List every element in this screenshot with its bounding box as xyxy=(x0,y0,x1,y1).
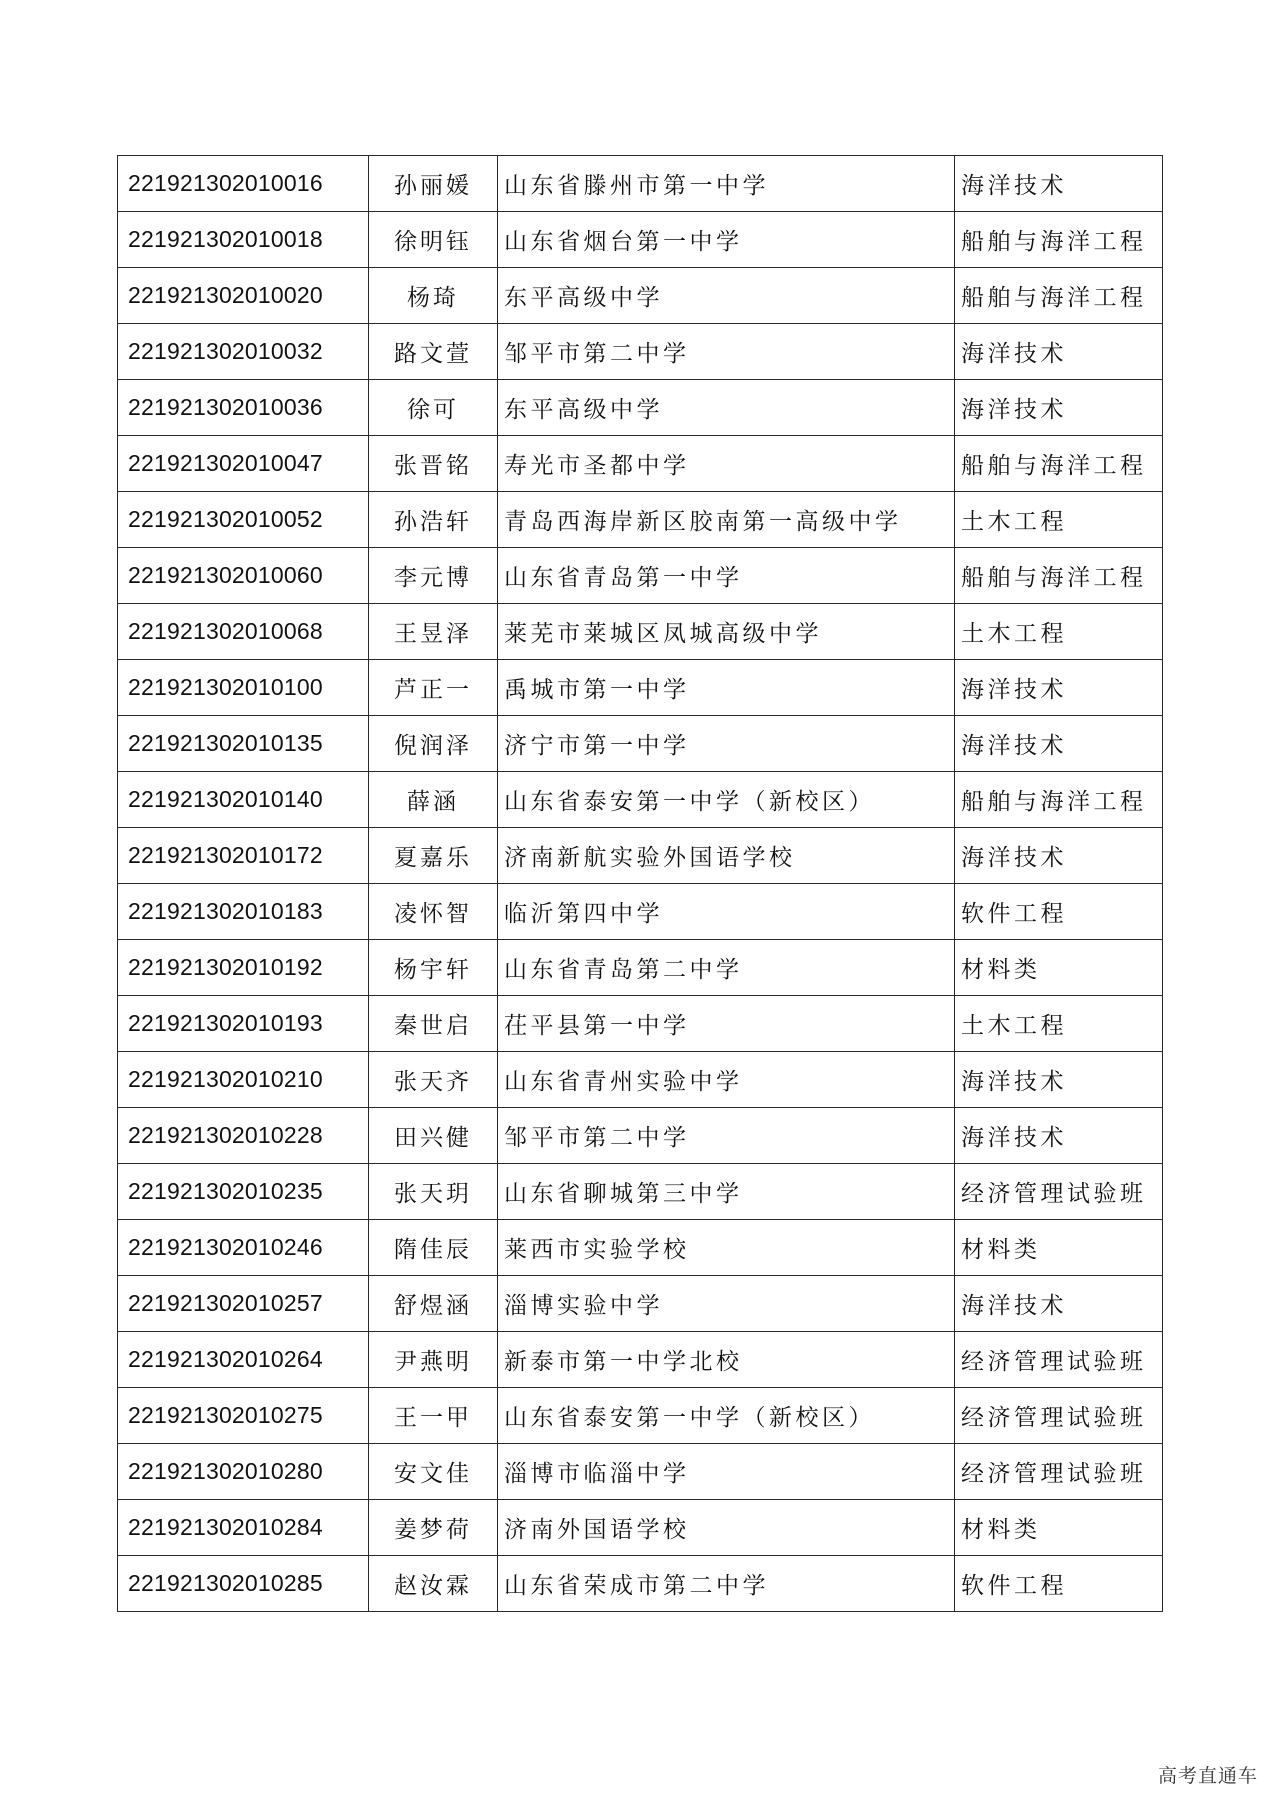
student-id-cell: 221921302010140 xyxy=(118,772,369,828)
school-cell: 山东省烟台第一中学 xyxy=(498,212,955,268)
school-cell: 邹平市第二中学 xyxy=(498,324,955,380)
student-name-cell: 张天齐 xyxy=(369,1052,498,1108)
school-cell: 莱西市实验学校 xyxy=(498,1220,955,1276)
student-id-cell: 221921302010060 xyxy=(118,548,369,604)
student-name-cell: 王一甲 xyxy=(369,1388,498,1444)
table-row xyxy=(118,1500,1163,1556)
major-cell: 软件工程 xyxy=(955,884,1163,940)
student-id-cell: 221921302010047 xyxy=(118,436,369,492)
student-id-cell: 221921302010192 xyxy=(118,940,369,996)
school-cell: 寿光市圣都中学 xyxy=(498,436,955,492)
table-row xyxy=(118,492,1163,548)
table-row xyxy=(118,436,1163,492)
student-id-cell: 221921302010284 xyxy=(118,1500,369,1556)
table-row xyxy=(118,1220,1163,1276)
table-row xyxy=(118,1556,1163,1612)
student-name-cell: 孙丽媛 xyxy=(369,156,498,212)
student-id-cell: 221921302010235 xyxy=(118,1164,369,1220)
school-cell: 莱芜市莱城区凤城高级中学 xyxy=(498,604,955,660)
roster-body xyxy=(118,156,1163,1612)
major-cell: 船舶与海洋工程 xyxy=(955,212,1163,268)
school-cell: 山东省青岛第二中学 xyxy=(498,940,955,996)
major-cell: 经济管理试验班 xyxy=(955,1332,1163,1388)
table-row xyxy=(118,1108,1163,1164)
major-cell: 经济管理试验班 xyxy=(955,1388,1163,1444)
student-name-cell: 凌怀智 xyxy=(369,884,498,940)
student-id-cell: 221921302010068 xyxy=(118,604,369,660)
student-name-cell: 姜梦荷 xyxy=(369,1500,498,1556)
student-id-cell: 221921302010193 xyxy=(118,996,369,1052)
student-name-cell: 张晋铭 xyxy=(369,436,498,492)
school-cell: 茌平县第一中学 xyxy=(498,996,955,1052)
student-id-cell: 221921302010032 xyxy=(118,324,369,380)
student-id-cell: 221921302010172 xyxy=(118,828,369,884)
watermark-text: 高考直通车 xyxy=(1157,1765,1258,1787)
student-name-cell: 杨宇轩 xyxy=(369,940,498,996)
major-cell: 材料类 xyxy=(955,1500,1163,1556)
table-row xyxy=(118,772,1163,828)
student-id-cell: 221921302010018 xyxy=(118,212,369,268)
major-cell: 海洋技术 xyxy=(955,1052,1163,1108)
table-row xyxy=(118,660,1163,716)
student-name-cell: 张天玥 xyxy=(369,1164,498,1220)
table-row xyxy=(118,1164,1163,1220)
student-name-cell: 倪润泽 xyxy=(369,716,498,772)
student-id-cell: 221921302010016 xyxy=(118,156,369,212)
table-row xyxy=(118,548,1163,604)
major-cell: 材料类 xyxy=(955,940,1163,996)
student-id-cell: 221921302010275 xyxy=(118,1388,369,1444)
table-row xyxy=(118,940,1163,996)
student-id-cell: 221921302010246 xyxy=(118,1220,369,1276)
major-cell: 海洋技术 xyxy=(955,156,1163,212)
table-row xyxy=(118,1444,1163,1500)
student-id-cell: 221921302010135 xyxy=(118,716,369,772)
major-cell: 海洋技术 xyxy=(955,828,1163,884)
major-cell: 软件工程 xyxy=(955,1556,1163,1612)
admission-roster-table xyxy=(117,155,1163,1612)
table-row xyxy=(118,1388,1163,1444)
school-cell: 东平高级中学 xyxy=(498,268,955,324)
student-name-cell: 赵汝霖 xyxy=(369,1556,498,1612)
school-cell: 邹平市第二中学 xyxy=(498,1108,955,1164)
student-name-cell: 秦世启 xyxy=(369,996,498,1052)
student-name-cell: 夏嘉乐 xyxy=(369,828,498,884)
major-cell: 经济管理试验班 xyxy=(955,1444,1163,1500)
major-cell: 土木工程 xyxy=(955,996,1163,1052)
major-cell: 船舶与海洋工程 xyxy=(955,548,1163,604)
student-name-cell: 徐明钰 xyxy=(369,212,498,268)
student-id-cell: 221921302010280 xyxy=(118,1444,369,1500)
school-cell: 济南外国语学校 xyxy=(498,1500,955,1556)
school-cell: 山东省聊城第三中学 xyxy=(498,1164,955,1220)
school-cell: 济南新航实验外国语学校 xyxy=(498,828,955,884)
student-name-cell: 隋佳辰 xyxy=(369,1220,498,1276)
student-id-cell: 221921302010183 xyxy=(118,884,369,940)
school-cell: 青岛西海岸新区胶南第一高级中学 xyxy=(498,492,955,548)
table-row xyxy=(118,212,1163,268)
student-id-cell: 221921302010100 xyxy=(118,660,369,716)
student-name-cell: 田兴健 xyxy=(369,1108,498,1164)
student-name-cell: 徐可 xyxy=(369,380,498,436)
student-name-cell: 尹燕明 xyxy=(369,1332,498,1388)
school-cell: 禹城市第一中学 xyxy=(498,660,955,716)
school-cell: 山东省荣成市第二中学 xyxy=(498,1556,955,1612)
student-id-cell: 221921302010052 xyxy=(118,492,369,548)
student-name-cell: 薛涵 xyxy=(369,772,498,828)
student-name-cell: 孙浩轩 xyxy=(369,492,498,548)
major-cell: 船舶与海洋工程 xyxy=(955,436,1163,492)
student-name-cell: 王昱泽 xyxy=(369,604,498,660)
major-cell: 土木工程 xyxy=(955,492,1163,548)
major-cell: 经济管理试验班 xyxy=(955,1164,1163,1220)
student-name-cell: 李元博 xyxy=(369,548,498,604)
major-cell: 海洋技术 xyxy=(955,324,1163,380)
major-cell: 船舶与海洋工程 xyxy=(955,268,1163,324)
student-name-cell: 舒煜涵 xyxy=(369,1276,498,1332)
table-row xyxy=(118,1052,1163,1108)
student-name-cell: 安文佳 xyxy=(369,1444,498,1500)
school-cell: 山东省泰安第一中学（新校区） xyxy=(498,772,955,828)
table-row xyxy=(118,996,1163,1052)
table-row xyxy=(118,828,1163,884)
table-row xyxy=(118,324,1163,380)
major-cell: 船舶与海洋工程 xyxy=(955,772,1163,828)
student-id-cell: 221921302010285 xyxy=(118,1556,369,1612)
major-cell: 海洋技术 xyxy=(955,380,1163,436)
table-row xyxy=(118,884,1163,940)
major-cell: 海洋技术 xyxy=(955,1276,1163,1332)
student-id-cell: 221921302010020 xyxy=(118,268,369,324)
table-row xyxy=(118,380,1163,436)
school-cell: 济宁市第一中学 xyxy=(498,716,955,772)
table-row xyxy=(118,604,1163,660)
major-cell: 海洋技术 xyxy=(955,660,1163,716)
table-row xyxy=(118,716,1163,772)
student-id-cell: 221921302010257 xyxy=(118,1276,369,1332)
table-row xyxy=(118,156,1163,212)
school-cell: 淄博市临淄中学 xyxy=(498,1444,955,1500)
student-id-cell: 221921302010210 xyxy=(118,1052,369,1108)
student-name-cell: 芦正一 xyxy=(369,660,498,716)
table-row xyxy=(118,1276,1163,1332)
student-id-cell: 221921302010228 xyxy=(118,1108,369,1164)
school-cell: 临沂第四中学 xyxy=(498,884,955,940)
school-cell: 山东省滕州市第一中学 xyxy=(498,156,955,212)
school-cell: 山东省青岛第一中学 xyxy=(498,548,955,604)
student-name-cell: 杨琦 xyxy=(369,268,498,324)
student-id-cell: 221921302010036 xyxy=(118,380,369,436)
student-id-cell: 221921302010264 xyxy=(118,1332,369,1388)
school-cell: 淄博实验中学 xyxy=(498,1276,955,1332)
table-row xyxy=(118,268,1163,324)
major-cell: 海洋技术 xyxy=(955,716,1163,772)
student-name-cell: 路文萱 xyxy=(369,324,498,380)
major-cell: 材料类 xyxy=(955,1220,1163,1276)
table-row xyxy=(118,1332,1163,1388)
major-cell: 土木工程 xyxy=(955,604,1163,660)
school-cell: 东平高级中学 xyxy=(498,380,955,436)
school-cell: 新泰市第一中学北校 xyxy=(498,1332,955,1388)
school-cell: 山东省泰安第一中学（新校区） xyxy=(498,1388,955,1444)
school-cell: 山东省青州实验中学 xyxy=(498,1052,955,1108)
major-cell: 海洋技术 xyxy=(955,1108,1163,1164)
